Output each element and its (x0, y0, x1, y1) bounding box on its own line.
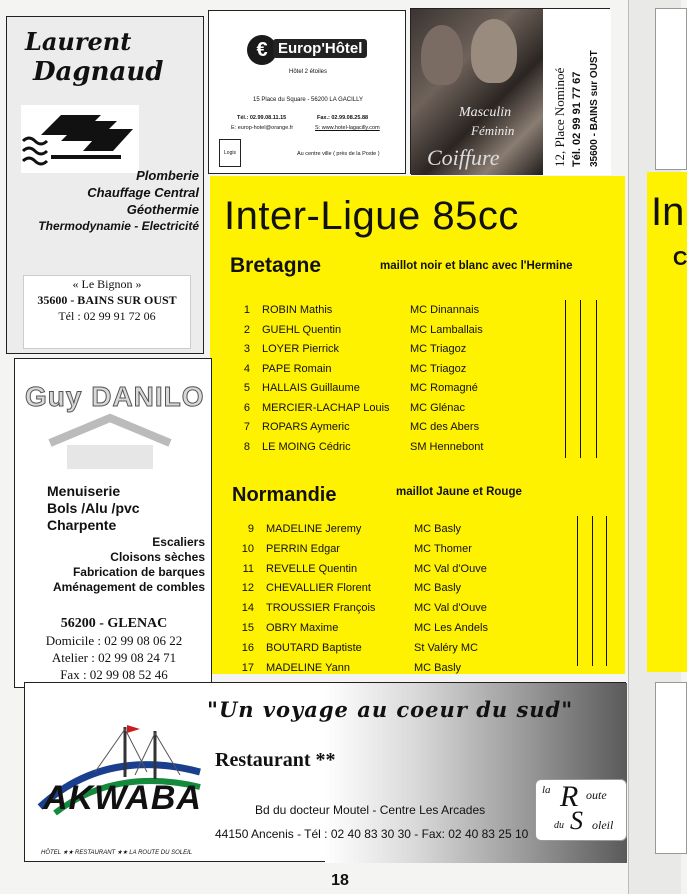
bretagne-heading: Bretagne (230, 254, 322, 277)
bretagne-column-line (596, 300, 597, 458)
route-oute: oute (586, 788, 607, 802)
service-thermodynamie: Thermodynamie - Electricité (38, 219, 199, 233)
danilo-fax: Fax : 02 99 08 52 46 (60, 667, 168, 682)
akwaba-restaurant: Restaurant ** (215, 749, 336, 771)
normandie-column-line (577, 516, 578, 666)
service-combles: Aménagement de combles (52, 580, 205, 594)
service-plomberie: Plomberie (136, 168, 199, 183)
coiffure-ad (410, 8, 610, 174)
coiffure-masculin: Masculin (459, 105, 512, 120)
normandie-column-line (592, 516, 593, 666)
adjacent-page-yellow-box (647, 172, 687, 672)
coiffure-feminin: Féminin (471, 123, 515, 138)
europ-email: E: europ-hotel@orange.fr (231, 125, 294, 131)
danilo-city: 56200 - GLENAC (60, 616, 168, 631)
laurent-services (38, 167, 199, 235)
coiffure-address: 12, Place Nominoé (552, 67, 567, 167)
route-big-s: S (570, 806, 583, 835)
danilo-contact (15, 615, 213, 683)
normandie-heading: Normandie (232, 484, 337, 506)
laurent-contact-box (23, 275, 191, 349)
adjacent-page-ad-bottom (655, 682, 687, 854)
bretagne-jersey: maillot noir et blanc avec l'Hermine (380, 260, 573, 272)
akwaba-address: Bd du docteur Moutel - Centre Les Arcades (255, 803, 486, 817)
danilo-workshop: Atelier : 02 99 08 24 71 (51, 650, 177, 665)
europ-location: Au centre ville ( près de la Poste ) (297, 151, 380, 157)
route-la: la (542, 784, 551, 796)
main-title: Inter-Ligue 85cc (224, 194, 519, 238)
laurent-phone: Tél : 02 99 91 72 06 (58, 309, 156, 323)
route-oleil: oleil (592, 818, 614, 832)
akwaba-slogan: "Un voyage au coeur du sud" (207, 697, 574, 722)
euro-coin-icon: € (247, 35, 277, 65)
logis-logo (219, 139, 241, 167)
woman-figure (421, 25, 463, 85)
bretagne-column-line (580, 300, 581, 458)
europ-tel: Tél.: 02.99.08.11.15 (237, 115, 287, 121)
service-chauffage: Chauffage Central (87, 185, 199, 200)
bretagne-list: 1 ROBIN Mathis MC Dinannais 2 GUEHL Quentin MC Lamballais 3 LOYER Pierrick MC Triagoz 4 PAPE Romain MC Triagoz 5 HALLAIS Guillaume MC Romagné 6 MERCIER-LACHAP Louis MC Glénac 7 ROPARS Aymeric MC des Abers 8 LE MOING Cédric SM Hennebont (243, 304, 484, 453)
europ-address: 15 Place du Square - 56200 LA GACILLY (253, 97, 363, 103)
europ-hotel-ad (208, 10, 406, 174)
danilo-brand: Guy DANILO (25, 381, 205, 412)
inter-ligue-box (210, 176, 625, 674)
laurent-dagnaud-ad (6, 16, 204, 354)
service-menuiserie: Menuiserie (47, 483, 121, 499)
europ-logo (247, 35, 373, 65)
coiffure-photo (411, 9, 543, 175)
laurent-name-line2: Dagnaud (33, 57, 164, 87)
logis-label: Logis (224, 150, 236, 156)
adjacent-page-title: In (651, 190, 685, 234)
coiffure-coiffure: Coiffure (427, 145, 500, 170)
route-du-soleil-logo (535, 779, 627, 841)
plumbing-logo (21, 105, 139, 173)
europ-site: S: www.hotel-lagacilly.com (315, 125, 380, 131)
guy-danilo-ad (14, 358, 212, 688)
laurent-city: 35600 - BAINS SUR OUST (37, 293, 177, 307)
laurent-place: « Le Bignon » (72, 277, 142, 291)
coiffure-city: 35600 - BAINS sur OUST (589, 50, 600, 167)
coiffure-contact (543, 9, 611, 175)
service-geothermie: Géothermie (126, 202, 199, 217)
service-charpente: Charpente (47, 517, 117, 533)
normandie-list: 9 MADELINE Jeremy MC Basly 10 PERRIN Edgar MC Thomer 11 REVELLE Quentin MC Val d'Ouve 12 CHEVALLIER Florent MC Basly 14 TROUSSIER François MC Val d'Ouve 15 OBRY Maxime MC Les Andels 16 BOUTARD Baptiste St Valéry MC 17 MADELINE Yann MC Basly (241, 523, 488, 674)
europ-fax: Fax.: 02.99.08.25.88 (317, 115, 369, 121)
danilo-main-services (47, 483, 140, 534)
normandie-jersey: maillot Jaune et Rouge (396, 486, 522, 498)
europ-stars: Hôtel 2 étoiles (288, 69, 328, 75)
akwaba-brand: AKWABA (43, 779, 202, 817)
adjacent-page-fragment: C (673, 248, 687, 270)
service-cloisons: Cloisons sèches (110, 550, 205, 564)
normandie-column-line (606, 516, 607, 666)
akwaba-contact: 44150 Ancenis - Tél : 02 40 83 30 30 - Fax: 02 40 83 25 10 (215, 827, 529, 841)
bretagne-column-line (565, 300, 566, 458)
service-barques: Fabrication de barques (72, 565, 205, 579)
route-du: du (554, 820, 564, 831)
service-escaliers: Escaliers (152, 535, 205, 549)
coiffure-phone: Tél. 02 99 91 77 67 (571, 71, 583, 167)
danilo-services (53, 535, 205, 595)
adjacent-page (628, 0, 687, 894)
danilo-home: Domicile : 02 99 08 06 22 (45, 633, 183, 648)
service-bois-alu-pvc: Bols /Alu /pvc (47, 500, 140, 516)
page-number: 18 (331, 872, 349, 889)
house-roof-icon (45, 413, 175, 473)
route-big-r: R (560, 780, 579, 813)
laurent-name-line1: Laurent (25, 27, 132, 56)
adjacent-page-ad (655, 8, 687, 170)
akwaba-ad (24, 682, 626, 862)
akwaba-tagline: HÔTEL ★★ RESTAURANT ★★ LA ROUTE DU SOLEIL (41, 850, 193, 856)
man-figure (471, 19, 517, 83)
europ-brand: Europ'Hôtel (273, 39, 367, 58)
